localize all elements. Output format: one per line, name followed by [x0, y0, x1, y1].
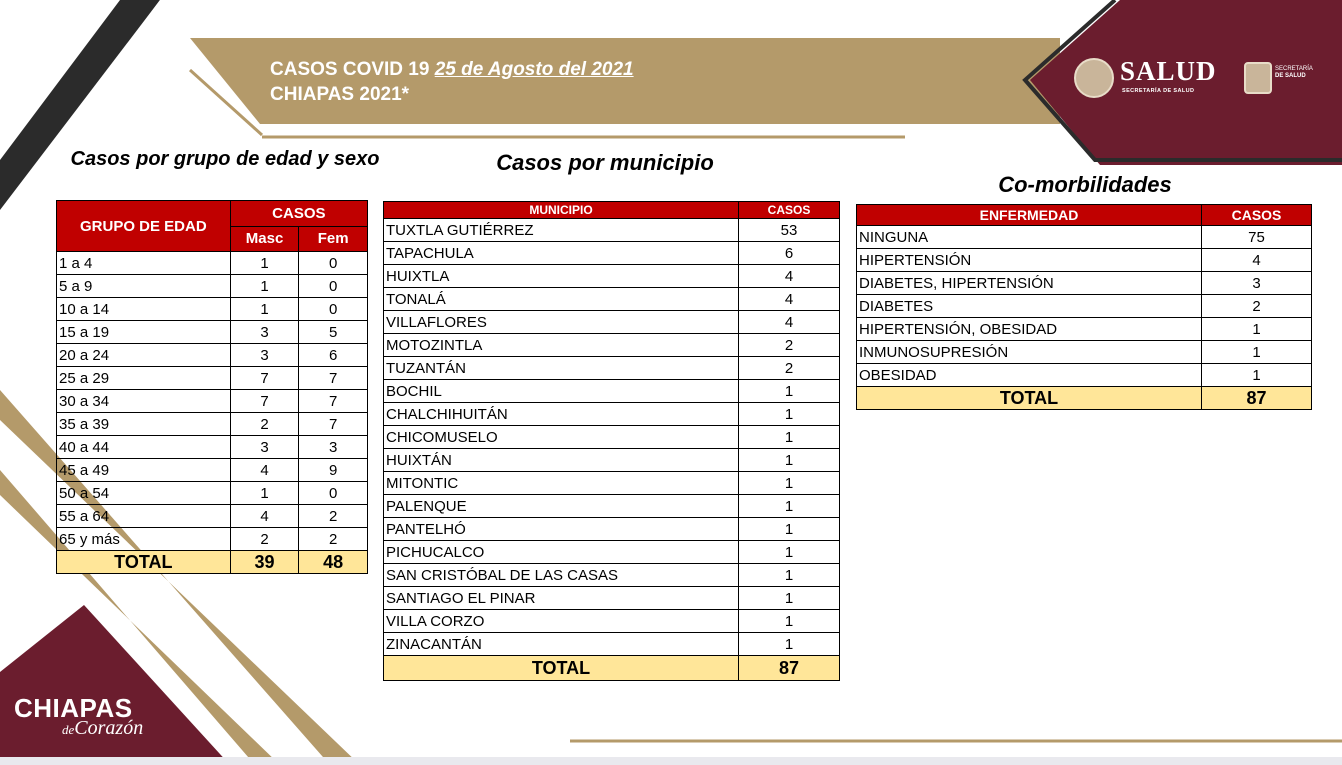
enfermedad-cases: 1 — [1202, 364, 1312, 387]
municipio-name: PALENQUE — [384, 495, 739, 518]
table-row — [384, 426, 840, 449]
table-row — [384, 403, 840, 426]
age-group-label: 10 a 14 — [57, 298, 231, 321]
corazon-text: Corazón — [74, 717, 144, 739]
enfermedad-cases: 1 — [1202, 318, 1312, 341]
col-fem: Fem — [299, 226, 368, 252]
table-row — [384, 633, 840, 656]
fem-value: 2 — [299, 505, 368, 528]
table-row — [57, 459, 368, 482]
table-row — [384, 380, 840, 403]
municipio-name: TAPACHULA — [384, 242, 739, 265]
table-row — [384, 564, 840, 587]
municipio-table — [383, 201, 840, 681]
secretaria-logo-text — [1275, 66, 1313, 80]
municipio-name: ZINACANTÁN — [384, 633, 739, 656]
municipio-cases: 1 — [739, 495, 840, 518]
table-row — [384, 472, 840, 495]
enfermedad-name: HIPERTENSIÓN — [857, 249, 1202, 272]
table-row — [57, 275, 368, 298]
chiapas-seal-icon — [1244, 62, 1272, 94]
enfermedad-name: OBESIDAD — [857, 364, 1202, 387]
header-prefix: CASOS COVID 19 — [270, 59, 430, 80]
fem-value: 5 — [299, 321, 368, 344]
header-title — [270, 57, 634, 107]
de-corazon-text — [62, 717, 143, 740]
enfermedad-name: DIABETES — [857, 295, 1202, 318]
table-row — [384, 242, 840, 265]
age-group-label: 35 a 39 — [57, 413, 231, 436]
municipio-name: VILLA CORZO — [384, 610, 739, 633]
municipio-name: HUIXTLA — [384, 265, 739, 288]
table-row — [384, 334, 840, 357]
salud-logo — [1070, 52, 1340, 108]
header-subtitle: CHIAPAS 2021* — [270, 84, 410, 105]
header-date: 25 de Agosto del 2021 — [434, 59, 634, 80]
municipio-total-value: 87 — [739, 656, 840, 681]
municipio-cases: 1 — [739, 541, 840, 564]
fem-value: 0 — [299, 275, 368, 298]
col-casos: CASOS — [739, 202, 840, 219]
enfermedad-name: HIPERTENSIÓN, OBESIDAD — [857, 318, 1202, 341]
municipio-cases: 6 — [739, 242, 840, 265]
salud-word: SALUD — [1120, 56, 1217, 86]
masc-value: 1 — [230, 252, 299, 275]
table-row — [57, 390, 368, 413]
enfermedad-cases: 1 — [1202, 341, 1312, 364]
enfermedad-name: DIABETES, HIPERTENSIÓN — [857, 272, 1202, 295]
table-row — [384, 219, 840, 242]
masc-value: 7 — [230, 367, 299, 390]
municipio-cases: 1 — [739, 610, 840, 633]
table-row — [857, 295, 1312, 318]
masc-value: 7 — [230, 390, 299, 413]
municipio-cases: 2 — [739, 357, 840, 380]
fem-value: 0 — [299, 298, 368, 321]
fem-value: 0 — [299, 482, 368, 505]
municipio-name: CHICOMUSELO — [384, 426, 739, 449]
comorbidity-total-label: TOTAL — [857, 387, 1202, 410]
municipio-name: HUIXTÁN — [384, 449, 739, 472]
table-row — [57, 367, 368, 390]
mexico-seal-icon — [1074, 58, 1114, 98]
col-grupo-edad: GRUPO DE EDAD — [57, 201, 231, 252]
age-group-label: 50 a 54 — [57, 482, 231, 505]
municipio-cases: 1 — [739, 403, 840, 426]
comorbidity-table — [856, 204, 1312, 410]
municipio-name: SANTIAGO EL PINAR — [384, 587, 739, 610]
municipio-cases: 4 — [739, 265, 840, 288]
age-group-label: 45 a 49 — [57, 459, 231, 482]
age-group-table — [56, 200, 368, 574]
table-row — [384, 541, 840, 564]
municipio-cases: 1 — [739, 633, 840, 656]
masc-value: 3 — [230, 321, 299, 344]
chiapas-de-corazon-logo — [14, 693, 144, 739]
table-row — [57, 436, 368, 459]
municipio-name: MOTOZINTLA — [384, 334, 739, 357]
age-group-label: 1 a 4 — [57, 252, 231, 275]
masc-value: 1 — [230, 298, 299, 321]
municipio-name: PANTELHÓ — [384, 518, 739, 541]
secretaria-line1: SECRETARÍA — [1275, 66, 1313, 72]
municipio-name: TONALÁ — [384, 288, 739, 311]
age-total-row — [57, 551, 368, 574]
table-row — [384, 587, 840, 610]
table-row — [384, 610, 840, 633]
municipio-cases: 1 — [739, 472, 840, 495]
fem-value: 7 — [299, 367, 368, 390]
municipio-name: SAN CRISTÓBAL DE LAS CASAS — [384, 564, 739, 587]
masc-value: 4 — [230, 505, 299, 528]
municipio-name: PICHUCALCO — [384, 541, 739, 564]
table-row — [57, 252, 368, 275]
enfermedad-name: NINGUNA — [857, 226, 1202, 249]
table-row — [857, 226, 1312, 249]
table-row — [384, 265, 840, 288]
age-group-label: 5 a 9 — [57, 275, 231, 298]
table-row — [857, 364, 1312, 387]
municipio-total-label: TOTAL — [384, 656, 739, 681]
municipio-table-title: Casos por municipio — [496, 150, 714, 175]
municipio-cases: 1 — [739, 518, 840, 541]
table-row — [57, 528, 368, 551]
fem-value: 7 — [299, 390, 368, 413]
municipio-name: CHALCHIHUITÁN — [384, 403, 739, 426]
table-row — [384, 311, 840, 334]
fem-value: 3 — [299, 436, 368, 459]
masc-value: 2 — [230, 413, 299, 436]
enfermedad-name: INMUNOSUPRESIÓN — [857, 341, 1202, 364]
municipio-name: BOCHIL — [384, 380, 739, 403]
table-row — [857, 318, 1312, 341]
col-enfermedad: ENFERMEDAD — [857, 205, 1202, 226]
enfermedad-cases: 75 — [1202, 226, 1312, 249]
masc-value: 3 — [230, 436, 299, 459]
table-row — [57, 482, 368, 505]
table-row — [384, 357, 840, 380]
age-table-title: Casos por grupo de edad y sexo — [70, 148, 380, 170]
age-group-label: 20 a 24 — [57, 344, 231, 367]
fem-value: 0 — [299, 252, 368, 275]
masc-value: 3 — [230, 344, 299, 367]
col-casos: CASOS — [1202, 205, 1312, 226]
comorbidity-total-value: 87 — [1202, 387, 1312, 410]
table-row — [57, 298, 368, 321]
age-group-label: 15 a 19 — [57, 321, 231, 344]
enfermedad-cases: 2 — [1202, 295, 1312, 318]
municipio-cases: 1 — [739, 426, 840, 449]
municipio-cases: 4 — [739, 288, 840, 311]
municipio-cases: 4 — [739, 311, 840, 334]
municipio-cases: 1 — [739, 564, 840, 587]
municipio-cases: 2 — [739, 334, 840, 357]
age-group-label: 25 a 29 — [57, 367, 231, 390]
enfermedad-cases: 3 — [1202, 272, 1312, 295]
table-row — [57, 321, 368, 344]
secretaria-line2: DE SALUD — [1275, 73, 1306, 79]
age-total-fem: 48 — [299, 551, 368, 574]
table-row — [384, 518, 840, 541]
enfermedad-cases: 4 — [1202, 249, 1312, 272]
municipio-name: TUXTLA GUTIÉRREZ — [384, 219, 739, 242]
table-row — [857, 341, 1312, 364]
table-row — [384, 288, 840, 311]
table-row — [384, 495, 840, 518]
municipio-name: VILLAFLORES — [384, 311, 739, 334]
fem-value: 9 — [299, 459, 368, 482]
fem-value: 6 — [299, 344, 368, 367]
chiapas-word: CHIAPAS — [14, 693, 133, 723]
table-row — [57, 413, 368, 436]
comorbidity-table-title: Co-morbilidades — [998, 172, 1172, 197]
de-text: de — [62, 722, 75, 737]
age-total-label: TOTAL — [57, 551, 231, 574]
masc-value: 1 — [230, 482, 299, 505]
age-group-label: 55 a 64 — [57, 505, 231, 528]
fem-value: 7 — [299, 413, 368, 436]
age-group-label: 40 a 44 — [57, 436, 231, 459]
table-row — [857, 249, 1312, 272]
masc-value: 1 — [230, 275, 299, 298]
municipio-cases: 1 — [739, 380, 840, 403]
table-row — [857, 272, 1312, 295]
municipio-name: TUZANTÁN — [384, 357, 739, 380]
age-group-label: 30 a 34 — [57, 390, 231, 413]
municipio-cases: 1 — [739, 587, 840, 610]
age-group-label: 65 y más — [57, 528, 231, 551]
masc-value: 2 — [230, 528, 299, 551]
salud-subtitle: SECRETARÍA DE SALUD — [1122, 88, 1195, 94]
col-masc: Masc — [230, 226, 299, 252]
comorbidity-total-row — [857, 387, 1312, 410]
col-casos: CASOS — [230, 201, 367, 227]
municipio-cases: 1 — [739, 449, 840, 472]
table-row — [57, 344, 368, 367]
municipio-name: MITONTIC — [384, 472, 739, 495]
age-total-masc: 39 — [230, 551, 299, 574]
municipio-total-row — [384, 656, 840, 681]
col-municipio: MUNICIPIO — [384, 202, 739, 219]
fem-value: 2 — [299, 528, 368, 551]
table-row — [384, 449, 840, 472]
masc-value: 4 — [230, 459, 299, 482]
table-row — [57, 505, 368, 528]
municipio-cases: 53 — [739, 219, 840, 242]
